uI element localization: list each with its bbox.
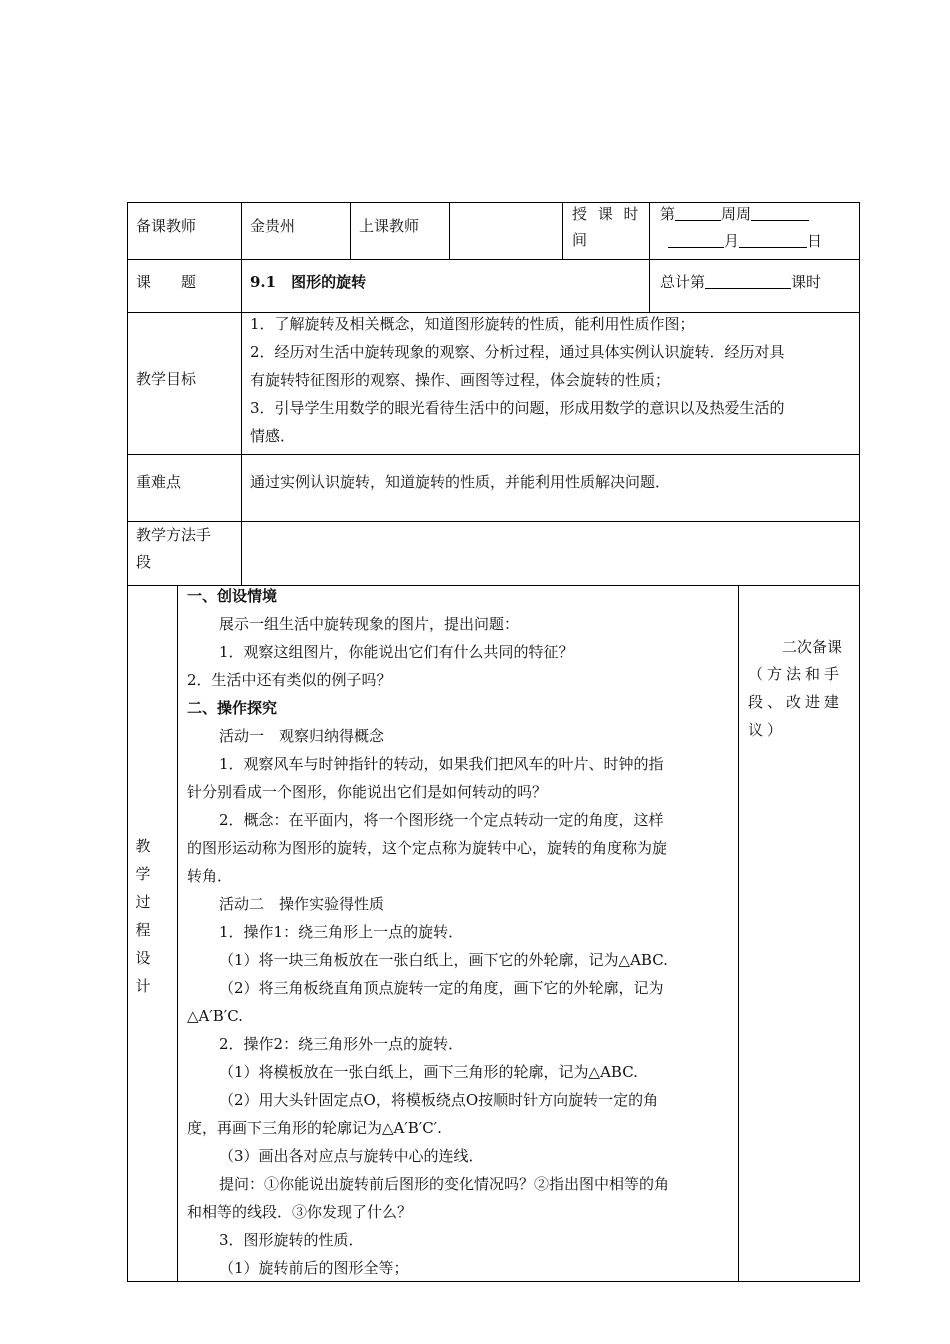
col-divider	[449, 202, 450, 260]
key-points-label: 重难点	[136, 473, 182, 491]
week-prefix: 第	[660, 205, 676, 223]
day-char: 日	[807, 232, 823, 250]
topic-label: 课 题	[136, 273, 197, 291]
total-prefix: 总计第	[660, 273, 706, 291]
prep-teacher-label: 备课教师	[136, 217, 197, 235]
process-line: △A′B′C.	[187, 1007, 243, 1025]
goals-label: 教学目标	[136, 370, 197, 388]
process-line: 度，再画下三角形的轮廓记为△A′B′C′.	[187, 1119, 442, 1137]
process-line: 转角．	[187, 867, 233, 885]
goal-line: 2．经历对生活中旋转现象的观察、分析过程，通过具体实例认识旋转．经历对具	[250, 343, 785, 361]
process-label-char: 过	[135, 893, 151, 911]
table-border-left	[127, 202, 128, 1282]
second-prep-line: 议）	[748, 721, 787, 739]
process-line: 一、创设情境	[187, 587, 278, 605]
process-line: 提问：①你能说出旋转前后图形的变化情况吗？②指出图中相等的角	[219, 1175, 670, 1193]
table-border-right	[859, 202, 860, 1282]
process-line: （2）将三角板绕直角顶点旋转一定的角度，画下它的外轮廓，记为	[219, 979, 664, 997]
process-label-char: 计	[135, 977, 151, 995]
process-label-char: 程	[135, 921, 151, 939]
process-line: 活动一 观察归纳得概念	[219, 727, 385, 745]
total-blank	[705, 274, 791, 289]
row-divider	[127, 454, 860, 455]
total-lessons-field	[660, 272, 821, 292]
process-label-char: 设	[135, 949, 151, 967]
process-line: 3．图形旋转的性质．	[219, 1231, 364, 1249]
date-field	[668, 231, 822, 251]
goal-line: 情感．	[250, 427, 296, 445]
col-divider	[241, 202, 242, 586]
topic-value: 9.1 图形的旋转	[250, 273, 367, 291]
row-divider	[127, 259, 860, 260]
process-line: （1）旋转前后的图形全等；	[219, 1259, 409, 1277]
col-divider	[350, 202, 351, 260]
total-suffix: 课时	[791, 273, 822, 291]
key-points-value: 通过实例认识旋转，知道旋转的性质，并能利用性质解决问题．	[250, 473, 671, 491]
process-line: 1．观察风车与时钟指针的转动，如果我们把风车的叶片、时钟的指	[219, 755, 664, 773]
process-line: 2．操作2：绕三角形外一点的旋转．	[219, 1035, 464, 1053]
weekday-blank	[751, 206, 809, 221]
process-line: 2．概念：在平面内，将一个图形绕一个定点转动一定的角度，这样	[219, 811, 664, 829]
col-divider	[177, 585, 178, 1282]
process-line: （1）将模板放在一张白纸上，画下三角形的轮廓，记为△ABC.	[219, 1063, 638, 1081]
process-line: 1．观察这组图片，你能说出它们有什么共同的特征？	[219, 643, 574, 661]
class-teacher-label: 上课教师	[359, 217, 420, 235]
process-line: 展示一组生活中旋转现象的图片，提出问题：	[219, 615, 520, 633]
methods-label-cont: 段	[136, 553, 152, 571]
col-divider	[649, 202, 650, 313]
process-line: 针分别看成一个图形，你能说出它们是如何转动的吗？	[187, 783, 548, 801]
second-prep-line: 段、改进建	[748, 693, 844, 711]
goal-line: 1．了解旋转及相关概念，知道图形旋转的性质，能利用性质作图；	[250, 315, 695, 333]
process-line: （3）画出各对应点与旋转中心的连线．	[219, 1147, 484, 1165]
process-line: （1）将一块三角板放在一张白纸上，画下它的外轮廓，记为△ABC.	[219, 951, 668, 969]
month-blank	[668, 233, 724, 248]
time-label: 授 课 时	[572, 205, 642, 223]
month-char: 月	[724, 232, 740, 250]
process-line: 和相等的线段．③你发现了什么？	[187, 1203, 413, 1221]
row-divider	[127, 521, 860, 522]
time-label-cont: 间	[572, 231, 588, 249]
week-blank	[675, 206, 721, 221]
col-divider	[562, 202, 563, 260]
process-line: 二、操作探究	[187, 699, 278, 717]
second-prep-note	[748, 660, 854, 744]
process-label-char: 教	[135, 837, 151, 855]
col-divider	[738, 585, 739, 1282]
process-line: 1．操作1：绕三角形上一点的旋转．	[219, 923, 464, 941]
goal-line: 3．引导学生用数学的眼光看待生活中的问题，形成用数学的意识以及热爱生活的	[250, 399, 785, 417]
goal-line: 有旋转特征图形的观察、操作、画图等过程，体会旋转的性质；	[250, 371, 671, 389]
second-prep-line: （方法和手	[748, 665, 844, 683]
table-border-top	[127, 202, 860, 203]
goals-text	[250, 310, 854, 450]
week-mid: 周周	[721, 205, 752, 223]
process-line: 2．生活中还有类似的例子吗？	[187, 671, 392, 689]
process-label-char: 学	[135, 865, 151, 883]
second-prep-title: 二次备课	[782, 638, 843, 656]
process-line: 活动二 操作实验得性质	[219, 895, 385, 913]
process-content	[187, 582, 732, 1282]
week-field	[660, 204, 809, 224]
prep-teacher-name: 金贵州	[250, 217, 296, 235]
methods-label: 教学方法手	[136, 526, 212, 544]
process-line: （2）用大头针固定点O，将模板绕点O按顺时针方向旋转一定的角	[219, 1091, 659, 1109]
process-line: 的图形运动称为图形的旋转，这个定点称为旋转中心，旋转的角度称为旋	[187, 839, 668, 857]
day-blank	[739, 233, 807, 248]
